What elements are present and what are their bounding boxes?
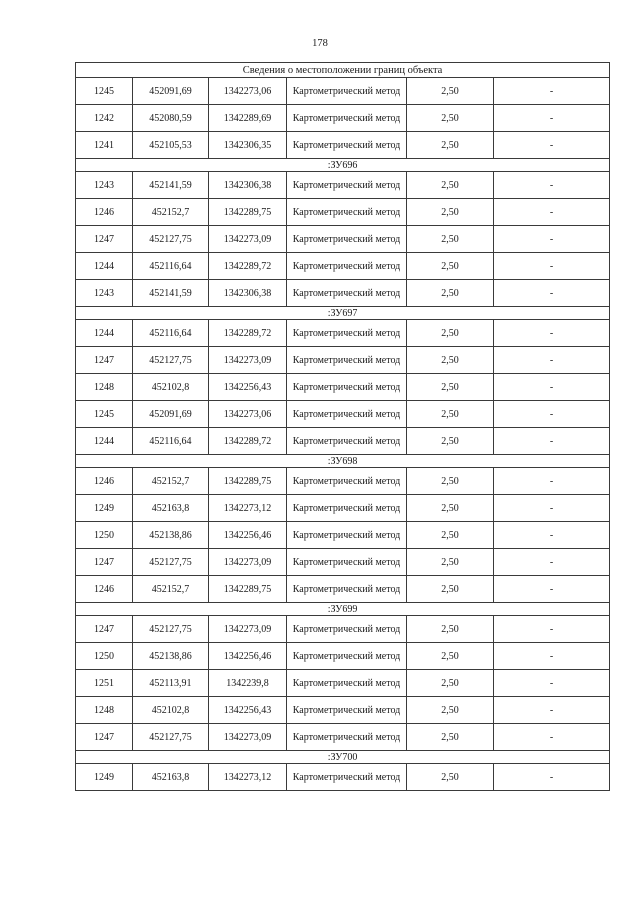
method-cell: Картометрический метод: [287, 347, 407, 374]
point-number-cell: 1247: [76, 549, 133, 576]
accuracy-cell: 2,50: [407, 495, 494, 522]
point-number-cell: 1251: [76, 670, 133, 697]
y-coordinate-cell: 1342273,09: [209, 549, 287, 576]
method-cell: Картометрический метод: [287, 280, 407, 307]
y-coordinate-cell: 1342289,75: [209, 576, 287, 603]
table-row: [76, 401, 610, 428]
x-coordinate-cell: 452152,7: [133, 576, 209, 603]
point-number-cell: 1247: [76, 226, 133, 253]
table-row: [76, 428, 610, 455]
y-coordinate-cell: 1342256,46: [209, 643, 287, 670]
description-cell: -: [494, 401, 610, 428]
method-cell: Картометрический метод: [287, 549, 407, 576]
x-coordinate-cell: 452127,75: [133, 347, 209, 374]
accuracy-cell: 2,50: [407, 199, 494, 226]
description-cell: -: [494, 764, 610, 791]
y-coordinate-cell: 1342289,72: [209, 253, 287, 280]
point-number-cell: 1244: [76, 320, 133, 347]
table-row: [76, 105, 610, 132]
page-number: 178: [312, 38, 328, 49]
x-coordinate-cell: 452138,86: [133, 643, 209, 670]
table-row: [76, 320, 610, 347]
description-cell: -: [494, 616, 610, 643]
point-number-cell: 1249: [76, 495, 133, 522]
x-coordinate-cell: 452152,7: [133, 468, 209, 495]
accuracy-cell: 2,50: [407, 576, 494, 603]
method-cell: Картометрический метод: [287, 401, 407, 428]
accuracy-cell: 2,50: [407, 172, 494, 199]
point-number-cell: 1244: [76, 428, 133, 455]
y-coordinate-cell: 1342306,38: [209, 172, 287, 199]
accuracy-cell: 2,50: [407, 347, 494, 374]
method-cell: Картометрический метод: [287, 576, 407, 603]
accuracy-cell: 2,50: [407, 468, 494, 495]
description-cell: -: [494, 697, 610, 724]
accuracy-cell: 2,50: [407, 764, 494, 791]
point-number-cell: 1246: [76, 576, 133, 603]
section-label: :ЗУ698: [76, 455, 610, 468]
y-coordinate-cell: 1342256,43: [209, 697, 287, 724]
method-cell: Картометрический метод: [287, 643, 407, 670]
description-cell: -: [494, 320, 610, 347]
method-cell: Картометрический метод: [287, 78, 407, 105]
method-cell: Картометрический метод: [287, 670, 407, 697]
point-number-cell: 1246: [76, 199, 133, 226]
point-number-cell: 1248: [76, 374, 133, 401]
section-label: :ЗУ697: [76, 307, 610, 320]
description-cell: -: [494, 724, 610, 751]
table-header-row: [76, 63, 610, 78]
section-row: [76, 159, 610, 172]
section-row: [76, 455, 610, 468]
accuracy-cell: 2,50: [407, 280, 494, 307]
method-cell: Картометрический метод: [287, 495, 407, 522]
x-coordinate-cell: 452127,75: [133, 724, 209, 751]
table-row: [76, 616, 610, 643]
table-row: [76, 522, 610, 549]
accuracy-cell: 2,50: [407, 549, 494, 576]
x-coordinate-cell: 452105,53: [133, 132, 209, 159]
x-coordinate-cell: 452116,64: [133, 320, 209, 347]
table-row: [76, 374, 610, 401]
x-coordinate-cell: 452102,8: [133, 374, 209, 401]
point-number-cell: 1243: [76, 172, 133, 199]
section-row: [76, 307, 610, 320]
table-row: [76, 468, 610, 495]
accuracy-cell: 2,50: [407, 78, 494, 105]
y-coordinate-cell: 1342273,06: [209, 78, 287, 105]
section-label: :ЗУ696: [76, 159, 610, 172]
x-coordinate-cell: 452141,59: [133, 172, 209, 199]
description-cell: -: [494, 132, 610, 159]
section-label: :ЗУ699: [76, 603, 610, 616]
boundary-coordinates-table: [75, 62, 610, 791]
x-coordinate-cell: 452113,91: [133, 670, 209, 697]
x-coordinate-cell: 452141,59: [133, 280, 209, 307]
y-coordinate-cell: 1342273,12: [209, 495, 287, 522]
method-cell: Картометрический метод: [287, 199, 407, 226]
method-cell: Картометрический метод: [287, 522, 407, 549]
point-number-cell: 1244: [76, 253, 133, 280]
method-cell: Картометрический метод: [287, 320, 407, 347]
accuracy-cell: 2,50: [407, 522, 494, 549]
method-cell: Картометрический метод: [287, 697, 407, 724]
method-cell: Картометрический метод: [287, 226, 407, 253]
point-number-cell: 1243: [76, 280, 133, 307]
method-cell: Картометрический метод: [287, 428, 407, 455]
method-cell: Картометрический метод: [287, 132, 407, 159]
method-cell: Картометрический метод: [287, 468, 407, 495]
accuracy-cell: 2,50: [407, 401, 494, 428]
description-cell: -: [494, 105, 610, 132]
table-row: [76, 253, 610, 280]
x-coordinate-cell: 452091,69: [133, 401, 209, 428]
description-cell: -: [494, 670, 610, 697]
accuracy-cell: 2,50: [407, 616, 494, 643]
accuracy-cell: 2,50: [407, 643, 494, 670]
point-number-cell: 1249: [76, 764, 133, 791]
x-coordinate-cell: 452127,75: [133, 616, 209, 643]
y-coordinate-cell: 1342273,06: [209, 401, 287, 428]
accuracy-cell: 2,50: [407, 428, 494, 455]
y-coordinate-cell: 1342256,46: [209, 522, 287, 549]
point-number-cell: 1246: [76, 468, 133, 495]
accuracy-cell: 2,50: [407, 724, 494, 751]
point-number-cell: 1248: [76, 697, 133, 724]
accuracy-cell: 2,50: [407, 253, 494, 280]
accuracy-cell: 2,50: [407, 670, 494, 697]
x-coordinate-cell: 452138,86: [133, 522, 209, 549]
y-coordinate-cell: 1342273,09: [209, 226, 287, 253]
method-cell: Картометрический метод: [287, 172, 407, 199]
point-number-cell: 1241: [76, 132, 133, 159]
table-row: [76, 670, 610, 697]
description-cell: -: [494, 347, 610, 374]
y-coordinate-cell: 1342273,09: [209, 347, 287, 374]
method-cell: Картометрический метод: [287, 374, 407, 401]
description-cell: -: [494, 522, 610, 549]
x-coordinate-cell: 452163,8: [133, 764, 209, 791]
accuracy-cell: 2,50: [407, 132, 494, 159]
x-coordinate-cell: 452163,8: [133, 495, 209, 522]
point-number-cell: 1247: [76, 724, 133, 751]
y-coordinate-cell: 1342306,38: [209, 280, 287, 307]
y-coordinate-cell: 1342289,75: [209, 468, 287, 495]
y-coordinate-cell: 1342256,43: [209, 374, 287, 401]
method-cell: Картометрический метод: [287, 253, 407, 280]
method-cell: Картометрический метод: [287, 616, 407, 643]
description-cell: -: [494, 226, 610, 253]
accuracy-cell: 2,50: [407, 697, 494, 724]
table-row: [76, 697, 610, 724]
table-row: [76, 764, 610, 791]
table-row: [76, 280, 610, 307]
accuracy-cell: 2,50: [407, 320, 494, 347]
point-number-cell: 1247: [76, 347, 133, 374]
table-row: [76, 643, 610, 670]
description-cell: -: [494, 428, 610, 455]
description-cell: -: [494, 280, 610, 307]
description-cell: -: [494, 468, 610, 495]
method-cell: Картометрический метод: [287, 105, 407, 132]
section-row: [76, 603, 610, 616]
point-number-cell: 1242: [76, 105, 133, 132]
x-coordinate-cell: 452116,64: [133, 428, 209, 455]
x-coordinate-cell: 452152,7: [133, 199, 209, 226]
accuracy-cell: 2,50: [407, 374, 494, 401]
x-coordinate-cell: 452127,75: [133, 549, 209, 576]
x-coordinate-cell: 452116,64: [133, 253, 209, 280]
description-cell: -: [494, 576, 610, 603]
description-cell: -: [494, 495, 610, 522]
description-cell: -: [494, 643, 610, 670]
section-row: [76, 751, 610, 764]
table-row: [76, 132, 610, 159]
x-coordinate-cell: 452127,75: [133, 226, 209, 253]
point-number-cell: 1250: [76, 522, 133, 549]
point-number-cell: 1245: [76, 401, 133, 428]
x-coordinate-cell: 452091,69: [133, 78, 209, 105]
description-cell: -: [494, 172, 610, 199]
point-number-cell: 1245: [76, 78, 133, 105]
y-coordinate-cell: 1342273,12: [209, 764, 287, 791]
table-row: [76, 172, 610, 199]
x-coordinate-cell: 452080,59: [133, 105, 209, 132]
description-cell: -: [494, 549, 610, 576]
method-cell: Картометрический метод: [287, 724, 407, 751]
table-row: [76, 226, 610, 253]
accuracy-cell: 2,50: [407, 105, 494, 132]
table-row: [76, 78, 610, 105]
point-number-cell: 1247: [76, 616, 133, 643]
y-coordinate-cell: 1342289,75: [209, 199, 287, 226]
table-row: [76, 495, 610, 522]
table-row: [76, 549, 610, 576]
table-header: Сведения о местоположении границ объекта: [76, 63, 610, 78]
description-cell: -: [494, 199, 610, 226]
accuracy-cell: 2,50: [407, 226, 494, 253]
y-coordinate-cell: 1342289,72: [209, 320, 287, 347]
method-cell: Картометрический метод: [287, 764, 407, 791]
description-cell: -: [494, 253, 610, 280]
y-coordinate-cell: 1342273,09: [209, 616, 287, 643]
table-row: [76, 347, 610, 374]
y-coordinate-cell: 1342289,69: [209, 105, 287, 132]
table-row: [76, 724, 610, 751]
x-coordinate-cell: 452102,8: [133, 697, 209, 724]
table-row: [76, 576, 610, 603]
description-cell: -: [494, 374, 610, 401]
section-label: :ЗУ700: [76, 751, 610, 764]
point-number-cell: 1250: [76, 643, 133, 670]
description-cell: -: [494, 78, 610, 105]
y-coordinate-cell: 1342306,35: [209, 132, 287, 159]
y-coordinate-cell: 1342273,09: [209, 724, 287, 751]
y-coordinate-cell: 1342289,72: [209, 428, 287, 455]
table-row: [76, 199, 610, 226]
y-coordinate-cell: 1342239,8: [209, 670, 287, 697]
